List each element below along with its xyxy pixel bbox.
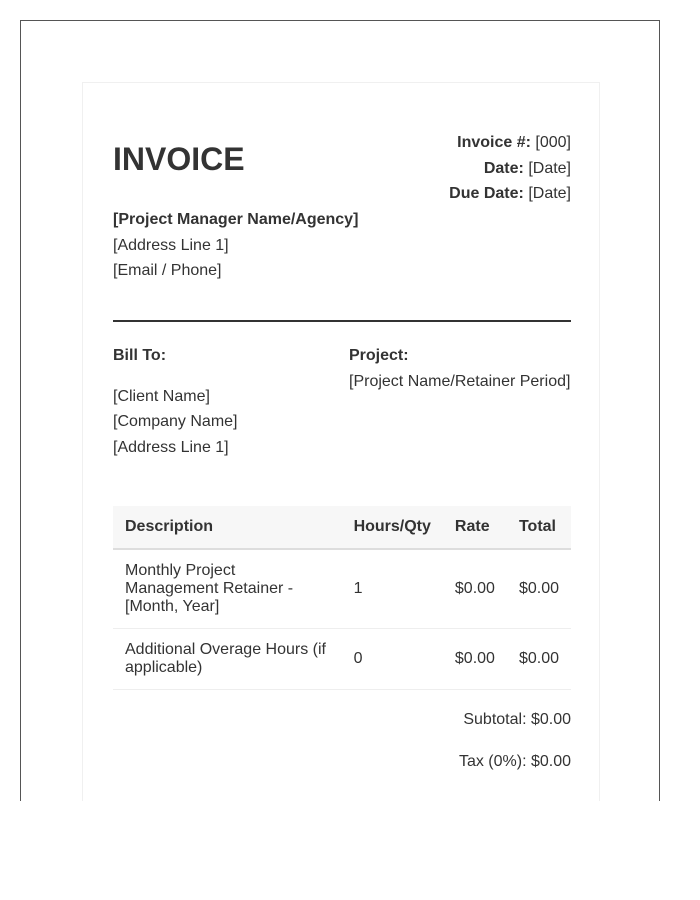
sender-address: [Address Line 1] bbox=[113, 236, 229, 254]
invoice-number-label: Invoice #: bbox=[457, 134, 531, 151]
company-name: [Company Name] bbox=[113, 413, 238, 430]
header-description: Description bbox=[113, 506, 342, 549]
row-qty: 1 bbox=[342, 549, 443, 629]
document-frame bbox=[20, 20, 660, 801]
row-description: Additional Overage Hours (if applicable) bbox=[113, 629, 342, 690]
row-total: $0.00 bbox=[507, 629, 571, 690]
invoice-date-label: Date: bbox=[483, 159, 524, 177]
table-row bbox=[113, 629, 571, 690]
header-rate: Rate bbox=[443, 506, 507, 549]
row-description: Monthly Project Management Retainer - [Month, Year] bbox=[113, 549, 342, 629]
row-rate: $0.00 bbox=[443, 629, 507, 690]
header-divider bbox=[113, 320, 571, 322]
subtotal: Subtotal: $0.00 bbox=[463, 711, 571, 728]
sender-block bbox=[113, 207, 358, 284]
table-header-row bbox=[113, 506, 571, 549]
invoice-date-line bbox=[449, 156, 571, 182]
invoice-number-line bbox=[449, 130, 571, 156]
sender-contact: [Email / Phone] bbox=[113, 262, 222, 279]
row-qty: 0 bbox=[342, 629, 443, 690]
project-name: [Project Name/Retainer Period] bbox=[349, 372, 571, 390]
invoice-date-value: [Date] bbox=[528, 159, 571, 177]
row-rate: $0.00 bbox=[443, 549, 507, 629]
invoice-meta bbox=[449, 130, 571, 207]
invoice-due-date-line bbox=[449, 181, 571, 207]
client-address: [Address Line 1] bbox=[113, 438, 229, 456]
project-block bbox=[349, 343, 570, 394]
invoice-due-date-label: Due Date: bbox=[449, 185, 524, 202]
invoice-number-value: [000] bbox=[535, 134, 571, 151]
table-row bbox=[113, 549, 571, 629]
header-hours-qty: Hours/Qty bbox=[342, 506, 443, 549]
bill-to-block bbox=[113, 343, 238, 460]
row-total: $0.00 bbox=[507, 549, 571, 629]
line-items-table bbox=[113, 506, 571, 690]
client-name: [Client Name] bbox=[113, 387, 210, 405]
invoice-sheet bbox=[82, 82, 600, 801]
invoice-title: INVOICE bbox=[113, 141, 245, 177]
sender-name: [Project Manager Name/Agency] bbox=[113, 211, 359, 228]
invoice-due-date-value: [Date] bbox=[528, 185, 571, 202]
header-total: Total bbox=[507, 506, 571, 549]
tax: Tax (0%): $0.00 bbox=[458, 753, 571, 770]
bill-to-heading: Bill To: bbox=[113, 347, 167, 364]
project-heading: Project: bbox=[349, 347, 409, 364]
totals-block bbox=[459, 711, 571, 795]
